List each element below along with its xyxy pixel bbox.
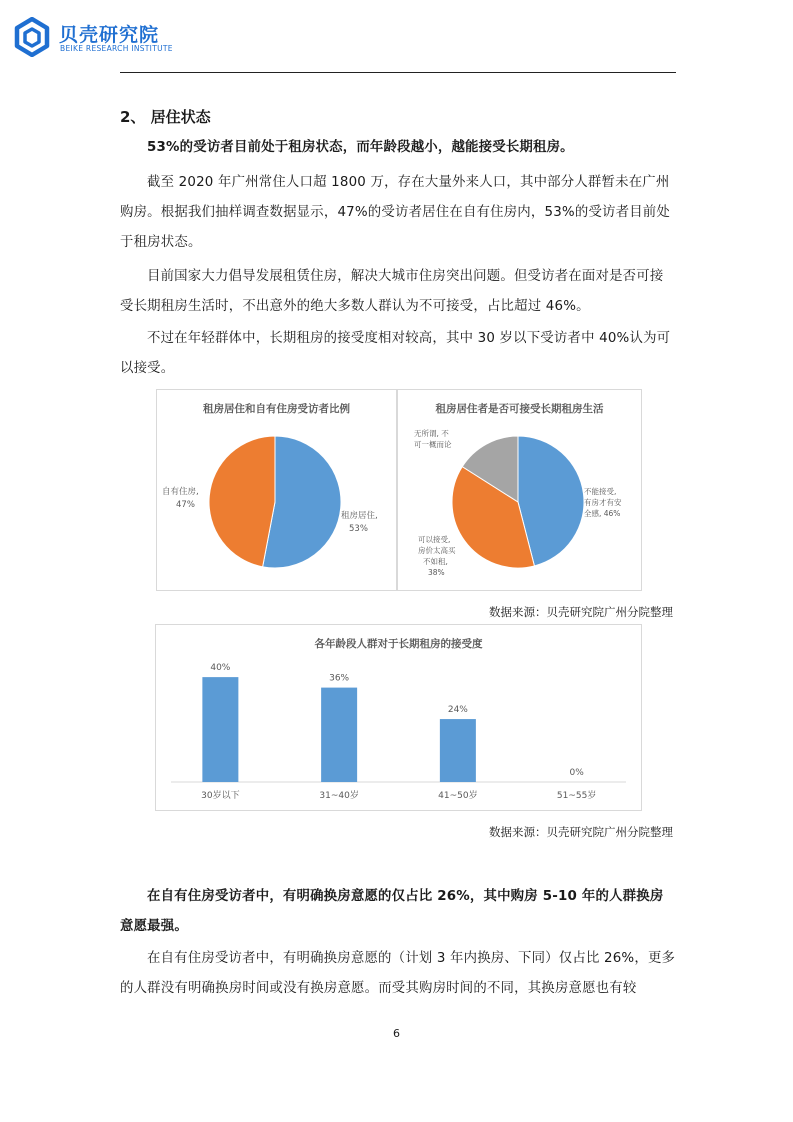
category-label: 51~55岁 bbox=[556, 791, 597, 801]
summary-paragraph-owner: 在自有住房受访者中，有明确换房意愿的仅占比 26%，其中购房 5-10 年的人群换房意愿最强。 bbox=[120, 889, 664, 934]
bar-value-label: 36% bbox=[329, 673, 350, 684]
paragraph-owner-detail: 在自有住房受访者中，有明确换房意愿的（计划 3 年内换房、下同）仅占比 26%，更多的人群没有明确换房时间或没有换房意愿。而受其购房时间的不同，其换房意愿也有较 bbox=[120, 951, 676, 996]
pie-label-indifferent: 无所谓, 不 可一概而论 bbox=[414, 429, 452, 449]
section-heading: 2、 居住状态 bbox=[120, 108, 211, 126]
paragraph-young-group: 不过在年轻群体中，长期租房的接受度相对较高，其中 30 岁以下受访者中 40%认为可以接受。 bbox=[120, 331, 671, 376]
chart-title: 租房居住和自有住房受访者比例 bbox=[203, 403, 350, 415]
bar-value-label: 40% bbox=[210, 663, 231, 674]
bar-chart-age-acceptance bbox=[155, 624, 642, 811]
data-source-note: 数据来源：贝壳研究院广州分院整理 bbox=[489, 825, 673, 839]
summary-paragraph-rent: 53%的受访者目前处于租房状态，而年龄段越小，越能接受长期租房。 bbox=[147, 140, 574, 155]
pie-chart-rent-vs-own bbox=[156, 389, 397, 591]
pie-label-accept: 可以接受, 房价太高买 不如租, 38% bbox=[418, 535, 456, 577]
chart-title: 租房居住者是否可接受长期租房生活 bbox=[435, 403, 604, 415]
paragraph-population: 截至 2020 年广州常住人口超 1800 万，存在大量外来人口，其中部分人群暂未在广州购房。根据我们抽样调查数据显示，47%的受访者居住在自有住房内，53%的受访者目前处于租房状态。 bbox=[120, 175, 670, 250]
pie-label-not-accept: 不能接受, 有房才有安 全感, 46% bbox=[584, 487, 622, 518]
beike-logo-icon bbox=[12, 17, 52, 57]
bar-value-label: 24% bbox=[447, 705, 468, 716]
page-number: 6 bbox=[393, 1027, 400, 1040]
chart-title: 各年龄段人群对于长期租房的接受度 bbox=[314, 638, 483, 650]
brand-name: 贝壳研究院 bbox=[59, 24, 160, 46]
pie-slice-1 bbox=[209, 436, 275, 567]
paragraph-policy: 目前国家大力倡导发展租赁住房，解决大城市住房突出问题。但受访者在面对是否可接受长期租房生活时，不出意外的绝大多数人群认为不可接受，占比超过 46%。 bbox=[120, 269, 664, 314]
pie-label-own: 自有住房, 47% bbox=[162, 487, 199, 510]
category-label: 31~40岁 bbox=[319, 791, 359, 801]
header-divider bbox=[120, 72, 676, 73]
bar-1 bbox=[321, 688, 357, 782]
category-label: 41~50岁 bbox=[438, 791, 478, 801]
pie-chart-long-term-rent bbox=[397, 389, 642, 591]
category-label: 30岁以下 bbox=[201, 791, 240, 801]
brand-name-english: BEIKE RESEARCH INSTITUTE bbox=[60, 44, 173, 53]
bar-0 bbox=[202, 677, 238, 782]
bar-svg bbox=[156, 625, 641, 810]
pie-label-rent: 租房居住, 53% bbox=[341, 511, 378, 534]
data-source-note: 数据来源：贝壳研究院广州分院整理 bbox=[489, 605, 673, 619]
bar-2 bbox=[440, 719, 476, 782]
bar-value-label: 0% bbox=[569, 768, 584, 778]
